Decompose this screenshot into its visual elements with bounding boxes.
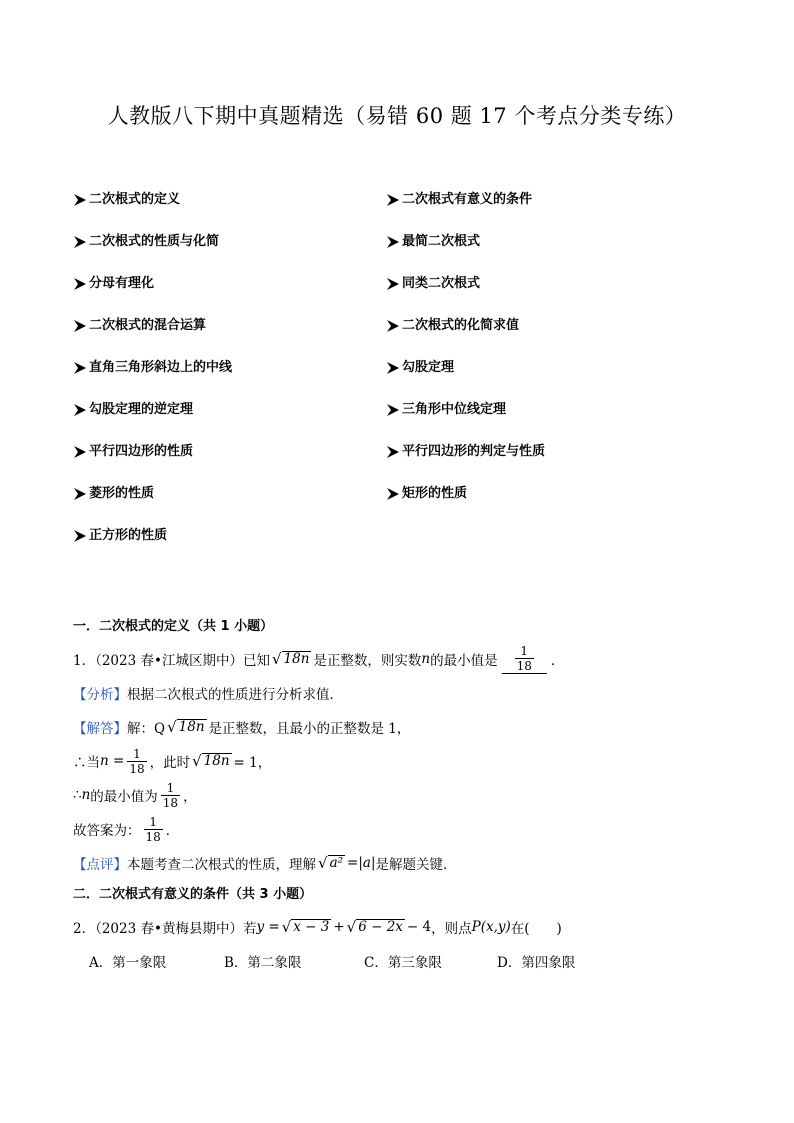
arrowhead-bullet-icon [386, 235, 400, 249]
topic-item [386, 273, 699, 294]
solution-step-1: ∴当 n = $\frac{1}{18}$ ，此时 √ 18n = 1， [73, 746, 272, 776]
section-heading-1: 一．二次根式的定义（共 1 小题） [73, 619, 274, 634]
analysis-tag: 【分析】 [73, 687, 127, 703]
option-b[interactable]: B．第二象限 [224, 955, 302, 971]
arrowhead-bullet-icon [386, 445, 400, 459]
topic-label: 分母有理化 [89, 276, 155, 291]
topic-item [73, 231, 386, 252]
question-2: 2．（2023 春•黄梅县期中）若 y = √ x − 3 + √ 6 − 2x − 4 ，则点 P(x,y) 在( ) [73, 918, 562, 937]
topic-label: 矩形的性质 [402, 486, 468, 501]
arrowhead-bullet-icon [386, 403, 400, 417]
topic-label: 正方形的性质 [89, 528, 168, 543]
section-heading-2: 二．二次根式有意义的条件（共 3 小题） [73, 887, 313, 902]
topic-label: 最简二次根式 [402, 234, 481, 249]
topic-item [73, 315, 386, 336]
topic-label: 菱形的性质 [89, 486, 155, 501]
topic-item [73, 189, 386, 210]
arrowhead-bullet-icon [386, 487, 400, 501]
topic-item [73, 441, 386, 462]
topic-label: 勾股定理 [402, 360, 455, 375]
option-d[interactable]: D．第四象限 [497, 955, 576, 971]
topic-item [386, 189, 699, 210]
topic-item [73, 525, 386, 546]
topic-label: 勾股定理的逆定理 [89, 402, 194, 417]
question-1-suffix: 的最小值是 [430, 653, 498, 669]
solution-tag: 【解答】 [73, 721, 127, 737]
topic-label: 三角形中位线定理 [402, 402, 507, 417]
topic-item [386, 357, 699, 378]
solution-step-2: ∴ n 的最小值为 $\frac{1}{18}$ ， [73, 780, 197, 810]
topic-item [386, 483, 699, 504]
arrowhead-bullet-icon [73, 403, 87, 417]
topic-label: 平行四边形的性质 [89, 444, 194, 459]
topic-item [73, 273, 386, 294]
topic-item [73, 357, 386, 378]
arrowhead-bullet-icon [386, 319, 400, 333]
sqrt-expression: √ 18n [271, 650, 310, 668]
question-1-prefix: 1．（2023 春•江城区期中）已知 [73, 653, 270, 669]
topic-label: 同类二次根式 [402, 276, 481, 291]
variable-n: n [421, 651, 431, 667]
topic-item [386, 441, 699, 462]
page-title: 人教版八下期中真题精选（易错 60 题 17 个考点分类专练） [107, 104, 687, 128]
option-a[interactable]: A．第一象限 [89, 955, 167, 971]
topic-label: 直角三角形斜边上的中线 [89, 360, 233, 375]
topic-item [73, 483, 386, 504]
arrowhead-bullet-icon [386, 361, 400, 375]
arrowhead-bullet-icon [73, 277, 87, 291]
topic-label: 二次根式有意义的条件 [402, 192, 533, 207]
arrowhead-bullet-icon [73, 319, 87, 333]
arrowhead-bullet-icon [73, 193, 87, 207]
topic-label: 二次根式的定义 [89, 192, 181, 207]
question-1: 1．（2023 春•江城区期中）已知 √ 18n 是正整数，则实数 n 的最小值是 $\frac{1}{18}$ ． [73, 644, 565, 673]
solution-step-3: 故答案为： $\frac{1}{18}$ ． [73, 814, 180, 844]
comment-tag: 【点评】 [73, 857, 127, 873]
arrowhead-bullet-icon [73, 529, 87, 543]
topic-label: 平行四边形的判定与性质 [402, 444, 546, 459]
arrowhead-bullet-icon [73, 487, 87, 501]
solution: 【解答】 解：Q √ 18n 是正整数，且最小的正整数是 1， [73, 718, 411, 737]
arrowhead-bullet-icon [386, 193, 400, 207]
arrowhead-bullet-icon [73, 361, 87, 375]
topic-list [73, 189, 733, 546]
arrowhead-bullet-icon [73, 235, 87, 249]
topic-item [386, 399, 699, 420]
analysis: 【分析】 根据二次根式的性质进行分析求值． [73, 676, 723, 710]
arrowhead-bullet-icon [386, 277, 400, 291]
topic-item [386, 231, 699, 252]
comment: 【点评】 本题考查二次根式的性质，理解 √ a² =|a| 是解题关键． [73, 854, 457, 873]
topic-label: 二次根式的混合运算 [89, 318, 207, 333]
topic-label: 二次根式的化简求值 [402, 318, 520, 333]
content [73, 612, 723, 978]
topic-label: 二次根式的性质与化简 [89, 234, 220, 249]
arrowhead-bullet-icon [73, 445, 87, 459]
answer-options [73, 944, 723, 978]
topic-item [386, 315, 699, 336]
answer-blank: $\frac{1}{18}$ [502, 644, 547, 674]
option-c[interactable]: C．第三象限 [364, 955, 442, 971]
question-1-mid: 是正整数，则实数 [313, 653, 422, 669]
topic-item [73, 399, 386, 420]
